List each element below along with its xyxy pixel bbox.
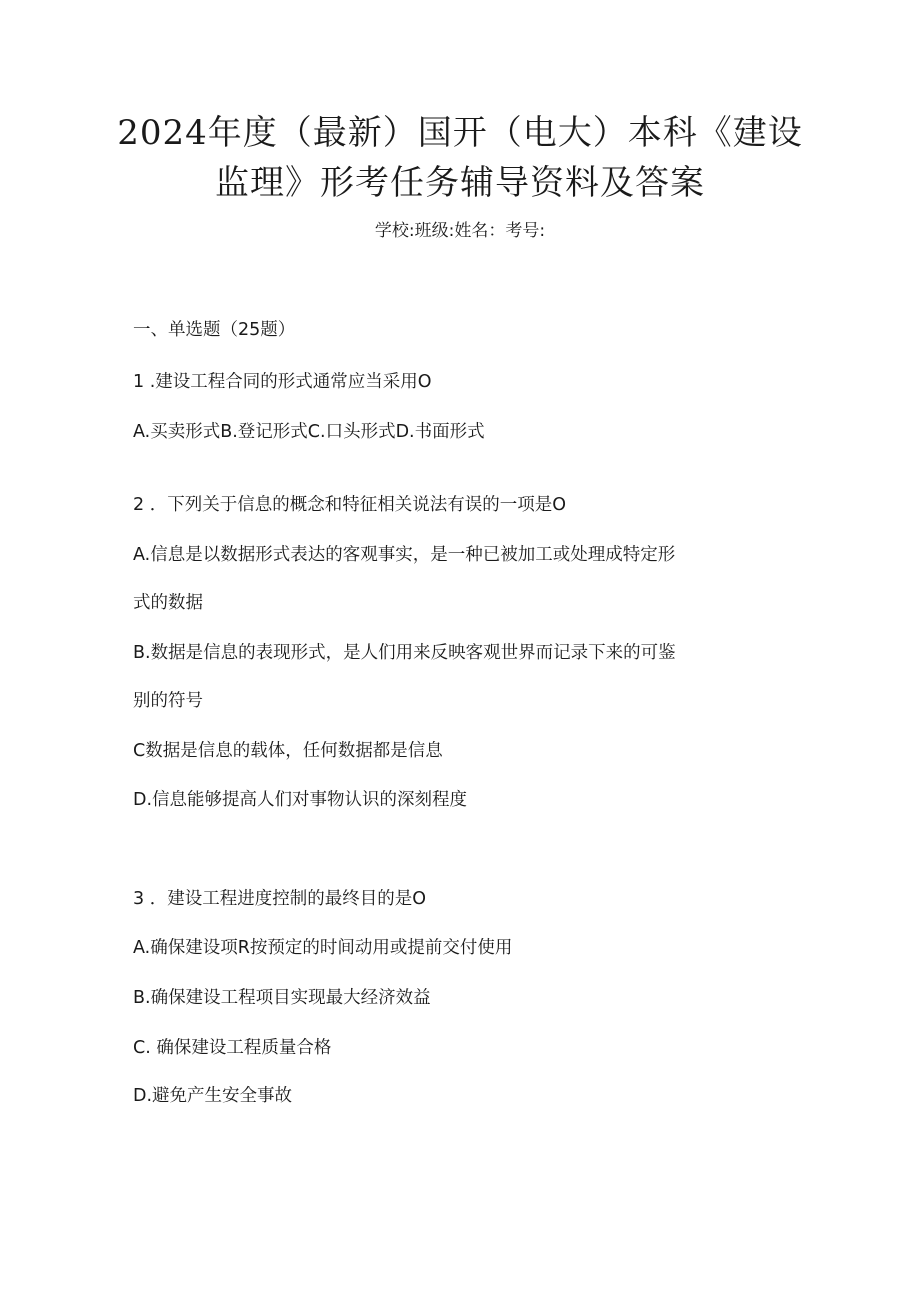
question-3-stem: 3 ．建设工程进度控制的最终目的是O [133,889,426,909]
question-3-option-b: B.确保建设工程项目实现最大经济效益 [133,988,431,1008]
document-title [110,108,810,208]
question-2-option-d: D.信息能够提高人们对事物认识的深刻程度 [133,790,468,810]
title-line-1: 2024年度（最新）国开（电大）本科《建设 [117,113,803,153]
question-2-option-b: B.数据是信息的表现形式，是人们用来反映客观世界而记录下来的可鉴 [133,643,676,663]
question-2-stem: 2 ．下列关于信息的概念和特征相关说法有误的一项是O [133,495,566,515]
student-info-line: 学校:班级:姓名：考号: [374,221,546,241]
question-1-options: A.买卖形式B.登记形式C.口头形式D.书面形式 [133,422,485,442]
question-2-option-a-cont: 式的数据 [133,593,203,613]
question-1-stem: 1 .建设工程合同的形式通常应当采用O [133,372,432,392]
question-3-option-c: C. 确保建设工程质量合格 [133,1038,332,1058]
question-3-option-a: A.确保建设项R按预定的时间动用或提前交付使用 [133,938,513,958]
section-heading: 一、单选题（25题） [133,320,296,340]
question-2-option-b-cont: 别的符号 [133,691,203,711]
question-3-option-d: D.避免产生安全事故 [133,1086,293,1106]
title-line-2: 监理》形考任务辅导资料及答案 [215,163,705,203]
question-2-option-a: A.信息是以数据形式表达的客观事实，是一种已被加工或处理成特定形 [133,545,676,565]
question-2-option-c: C数据是信息的载体，任何数据都是信息 [133,741,443,761]
